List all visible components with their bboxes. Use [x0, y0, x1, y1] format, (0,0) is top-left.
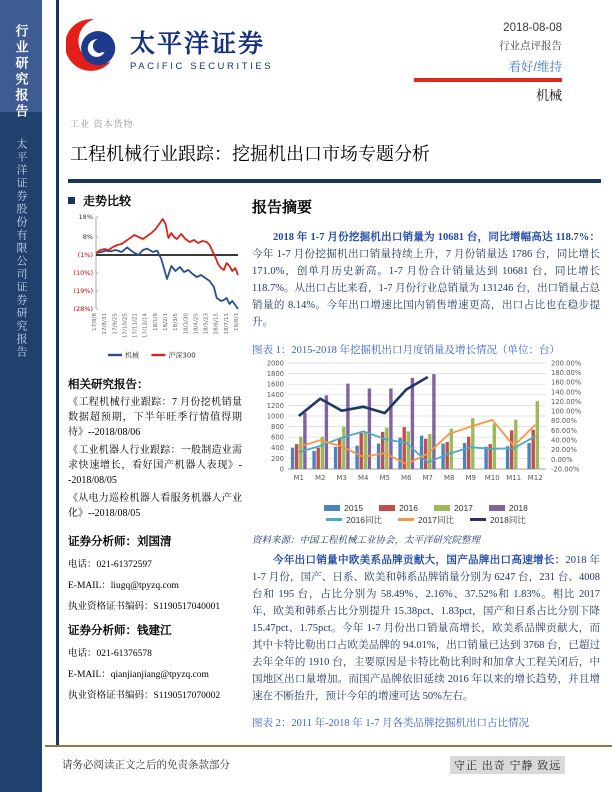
- bar-2015-M9: [463, 443, 466, 469]
- analyst-block: [68, 533, 242, 701]
- legend-marker-icon: [489, 505, 505, 511]
- svg-text:160.00%: 160.00%: [551, 378, 582, 387]
- svg-text:0: 0: [279, 464, 284, 473]
- paragraph-lead: 今年出口销量中欧美系品牌贡献大，国产品牌出口高速增长：: [273, 554, 566, 566]
- legend-marker-icon: [326, 518, 342, 521]
- bar-2015-M11: [506, 446, 509, 469]
- rating-underline: [414, 78, 562, 82]
- svg-text:1200: 1200: [266, 401, 284, 410]
- bar-2015-M2: [312, 450, 315, 468]
- svg-text:18/6/15: 18/6/15: [213, 313, 220, 335]
- legend-item: [398, 514, 454, 526]
- breadcrumb: 工业 资本货物: [70, 119, 134, 129]
- svg-text:M6: M6: [401, 473, 412, 482]
- bar-2017-M5: [385, 427, 388, 468]
- bar-2018-M1: [303, 412, 306, 468]
- legend-item: [326, 514, 382, 526]
- bar-2017-M12: [536, 401, 539, 469]
- svg-text:M3: M3: [336, 473, 347, 482]
- analyst-phone: 电话：021-61372597: [68, 560, 152, 570]
- svg-text:18/7/11: 18/7/11: [223, 313, 230, 335]
- svg-text:180.00%: 180.00%: [551, 368, 582, 377]
- bar-2017-M4: [364, 431, 367, 468]
- line-2018同比: [299, 377, 428, 416]
- svg-text:M1: M1: [293, 473, 304, 482]
- bar-2016-M4: [360, 432, 363, 468]
- related-report-item[interactable]: 《工业机器人行业跟踪：一般制造业需求快速增长，看好国产机器人表现》--2018/08/05: [68, 445, 242, 486]
- legend-label: 2016: [399, 502, 418, 513]
- svg-text:18/5/23: 18/5/23: [203, 313, 210, 335]
- svg-text:M4: M4: [358, 473, 369, 482]
- summary-heading: 报告摘要: [252, 200, 313, 216]
- bar-2015-M12: [527, 443, 530, 469]
- title-rule: [68, 179, 601, 183]
- svg-text:1800: 1800: [266, 369, 284, 378]
- svg-text:18/2/1: 18/2/1: [163, 313, 169, 332]
- legend-marker-icon: [434, 505, 450, 511]
- svg-text:400: 400: [271, 443, 284, 452]
- legend-item: [470, 514, 526, 526]
- analyst-email[interactable]: E-MAIL：qianjianjiang@tpyzq.com: [68, 670, 209, 680]
- legend-marker-icon: [470, 518, 486, 521]
- svg-text:200: 200: [271, 454, 284, 463]
- svg-text:60.00%: 60.00%: [551, 426, 577, 435]
- bar-2017-M10: [493, 423, 496, 469]
- sidebar-report-type-label: 行业研究报告: [13, 24, 29, 120]
- svg-text:100.00%: 100.00%: [551, 407, 582, 416]
- legend-item: [489, 503, 528, 513]
- legend-label: 2015: [344, 502, 364, 513]
- figure1-caption: 图表 1：2015-2018 年挖掘机出口月度销量及增长情况（单位：台）: [252, 344, 560, 356]
- bar-2015-M7: [420, 435, 423, 468]
- summary-paragraph-2: [252, 552, 600, 705]
- figure1-source: 资料来源：中国工程机械工业协会，太平洋研究院整理: [252, 535, 481, 546]
- bar-2016-M1: [295, 444, 298, 469]
- legend-label: 2016同比: [346, 514, 383, 525]
- svg-text:M12: M12: [527, 473, 543, 482]
- trend-series-沪深300: [96, 219, 238, 275]
- svg-text:(10%): (10%): [73, 269, 93, 277]
- bar-2016-M11: [510, 430, 513, 469]
- legend-item: [324, 503, 363, 513]
- analyst-cert: 执业资格证书编码：S1190517040001: [68, 602, 221, 612]
- svg-text:(28%): (28%): [73, 305, 93, 313]
- disclaimer-note: 请务必阅读正文之后的免责条款部分: [62, 760, 230, 771]
- related-report-item[interactable]: 《工程机械行业跟踪：7 月份挖机销量数据超预期，下半年旺季行情值得期待》--2018/08/06: [68, 397, 242, 438]
- sidebar: [0, 0, 42, 792]
- svg-text:17/9/25: 17/9/25: [112, 313, 119, 335]
- svg-text:0.00%: 0.00%: [551, 455, 573, 464]
- related-reports: [68, 376, 242, 521]
- bar-2016-M12: [532, 429, 535, 468]
- legend-item: [379, 503, 418, 513]
- trend-section-heading: 走势比较: [68, 192, 242, 209]
- svg-text:M9: M9: [465, 473, 476, 482]
- svg-text:17/8/8: 17/8/8: [92, 313, 98, 332]
- analyst-name: 证券分析师：钱建江: [68, 625, 172, 637]
- bar-2018-M6: [411, 377, 414, 468]
- legend-marker-icon: [324, 505, 340, 511]
- svg-text:M5: M5: [379, 473, 390, 482]
- summary-paragraph-1: [252, 229, 600, 331]
- figure2-caption: 图表 2：2011 年-2018 年 1-7 月各类品牌挖掘机出口占比情况: [252, 718, 529, 729]
- paragraph-lead: 2018 年 1-7 月份挖掘机出口销量为 10681 台，同比增幅高达 118.7%：: [273, 232, 600, 243]
- bar-2018-M2: [325, 395, 328, 469]
- svg-text:(1%): (1%): [77, 251, 93, 259]
- sidebar-company-label: 太平洋证券股份有限公司证券研究报告: [15, 138, 27, 359]
- svg-text:M7: M7: [422, 473, 433, 482]
- svg-text:140.00%: 140.00%: [551, 387, 582, 396]
- svg-text:沪深300: 沪深300: [168, 351, 196, 360]
- report-date: 2018-08-08: [503, 22, 562, 34]
- related-report-item[interactable]: 《从电力巡检机器人看服务机器人产业化》--2018/08/05: [68, 493, 242, 519]
- industry-name: 机械: [535, 88, 562, 103]
- svg-text:17/12/14: 17/12/14: [142, 313, 149, 339]
- sidebar-divider-line: [56, 0, 59, 746]
- legend-item: [434, 503, 473, 513]
- report-type: 行业点评报告: [499, 40, 562, 52]
- footer-rule: [45, 745, 612, 747]
- svg-text:18/8/3: 18/8/3: [234, 313, 240, 332]
- legend-label: 2017: [454, 502, 473, 513]
- svg-text:40.00%: 40.00%: [551, 435, 577, 444]
- bar-2017-M1: [299, 436, 302, 468]
- svg-text:M2: M2: [315, 473, 326, 482]
- svg-text:17/10/25: 17/10/25: [122, 313, 129, 339]
- svg-text:1600: 1600: [266, 380, 284, 389]
- legend-marker-icon: [398, 518, 414, 521]
- paragraph-body: 2018 年 1-7 月份，国产、日系、欧美和韩系品牌销量分别为 6247 台，231 台、4008 台和 195 台，占比分别为 58.49%、2.16%、37.52%和 1.83%。相比 2017 年，欧美和韩系占比分别提升 15.38pct、1.83pct，国产和日系占比分别下降 15.47pct、1.75pct。今年 1-7 月份出口销量高增长，欧美系品牌贡献大，而其中卡特比勒出口占欧美品牌的 94.01%，出口销量已达到 3768 台，已超过去年全年的 1910 台，主要原因是卡特比勒比利时和加拿大工程关闭后，中国地区出口量增加。而国产品牌依旧延续 2016 年以来的增长趋势，并且增速在不断抬升，预计今年的增速可达 50%左右。: [252, 554, 601, 702]
- logo-english-name: PACIFIC SECURITIES: [130, 60, 274, 72]
- svg-text:18/4/25: 18/4/25: [193, 313, 200, 335]
- bar-2015-M5: [377, 443, 380, 468]
- bar-2018-M7: [432, 374, 435, 469]
- analyst-name: 证券分析师：刘国清: [68, 536, 172, 548]
- analyst-cert: 执业资格证书编码：S1190517070002: [68, 691, 221, 701]
- svg-text:1000: 1000: [266, 411, 284, 420]
- logo-chinese-name: 太平洋证券: [130, 29, 266, 58]
- svg-text:8%: 8%: [82, 233, 93, 241]
- legend-marker-icon: [379, 505, 395, 511]
- trend-series-机械: [96, 247, 238, 309]
- trend-compare-chart: [68, 209, 244, 361]
- bar-2016-M3: [338, 438, 341, 468]
- svg-text:800: 800: [271, 422, 284, 431]
- svg-text:17/8/31: 17/8/31: [102, 313, 109, 335]
- bar-2015-M4: [355, 445, 358, 468]
- legend-label: 2017同比: [418, 514, 454, 525]
- analyst-email[interactable]: E-MAIL：liugq@tpyzq.com: [68, 581, 179, 591]
- svg-text:200.00%: 200.00%: [551, 358, 582, 367]
- svg-text:1400: 1400: [266, 390, 284, 399]
- legend-label: 2018: [508, 502, 528, 513]
- analyst-phone: 电话：021-61376578: [68, 649, 152, 659]
- industry-rating: 看好/维持: [508, 60, 562, 74]
- figure1-legend-lines: [252, 514, 600, 526]
- header-meta: [402, 22, 562, 104]
- bar-2017-M8: [450, 428, 453, 468]
- svg-text:20.00%: 20.00%: [551, 445, 577, 454]
- legend-label: 2018同比: [489, 514, 526, 525]
- pacific-securities-logo-icon: [66, 16, 122, 79]
- bar-2016-M9: [467, 436, 470, 468]
- figure1-chart: [252, 357, 600, 497]
- svg-text:M11: M11: [506, 473, 522, 482]
- svg-text:-20.00%: -20.00%: [551, 464, 580, 473]
- summary-column: [252, 196, 600, 730]
- bar-2015-M10: [484, 446, 487, 468]
- square-bullet-icon: [68, 197, 75, 204]
- paragraph-body: 今年 1-7 月份挖掘机出口销量持续上升，7 月份销量达 1786 台，同比增长 171.0%，创单月历史新高。1-7 月份合计销量达到 10681 台，同比增长 118.7%。从出口占比来看，1-7 月份行业总销量为 131246 台，出口销量占总销量的 8.14%。今年出口增速比国内销售增速更高，出口占比也在稳步提升。: [252, 249, 600, 328]
- svg-text:M10: M10: [484, 473, 500, 482]
- svg-text:机械: 机械: [125, 351, 139, 360]
- svg-text:17/11/21: 17/11/21: [132, 313, 139, 339]
- bar-2015-M3: [334, 446, 337, 468]
- left-column: [68, 192, 242, 701]
- figure1-legend-bars: [252, 503, 600, 513]
- related-reports-heading: 相关研究报告：: [68, 379, 149, 391]
- bar-2018-M3: [346, 383, 349, 468]
- company-logo: [66, 16, 273, 79]
- bar-2015-M1: [291, 447, 294, 468]
- svg-text:80.00%: 80.00%: [551, 416, 577, 425]
- svg-text:2000: 2000: [266, 358, 284, 367]
- svg-text:18%: 18%: [78, 213, 93, 221]
- svg-text:18/3/5: 18/3/5: [173, 313, 180, 332]
- bar-2016-M2: [317, 447, 320, 468]
- page-title: 工程机械行业跟踪：挖掘机出口市场专题分析: [70, 144, 430, 164]
- logo-wordmark: [130, 24, 273, 72]
- svg-text:600: 600: [271, 433, 284, 442]
- svg-text:18/1/9: 18/1/9: [152, 313, 159, 332]
- company-motto: 守正 出奇 宁静 致远: [450, 756, 565, 774]
- svg-text:18/3/30: 18/3/30: [183, 313, 190, 335]
- svg-text:M8: M8: [444, 473, 455, 482]
- svg-text:(19%): (19%): [73, 287, 93, 295]
- svg-text:120.00%: 120.00%: [551, 397, 582, 406]
